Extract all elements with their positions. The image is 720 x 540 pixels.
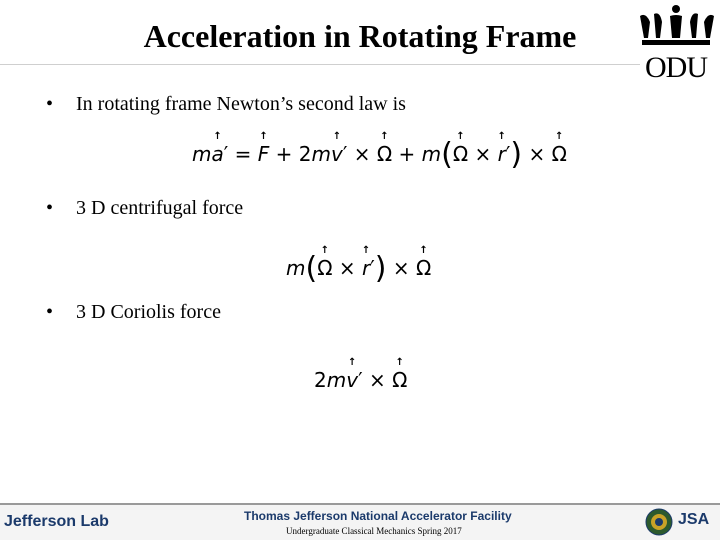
course-label: Undergraduate Classical Mechanics Spring 2017 (286, 526, 462, 536)
title-divider (0, 64, 640, 65)
equation-newton: m ↑ a′ = ↑ F + 2m ↑ v′ × ↑ Ω + m( ↑ Ω × ↑ r′) × ↑ Ω (192, 131, 567, 172)
vector-v: ↑ v (330, 131, 343, 166)
equation-centrifugal: m( ↑ Ω × ↑ r′) × ↑ Ω (286, 245, 432, 286)
vector-omega: ↑ Ω (376, 131, 393, 166)
doe-seal-icon (645, 508, 673, 536)
jefferson-lab-logo: Jefferson Lab (4, 513, 109, 530)
bullet-text: In rotating frame Newton’s second law is (76, 93, 406, 115)
odu-logo-text: ODU (645, 51, 707, 84)
slide-title: Acceleration in Rotating Frame (143, 18, 577, 54)
jsa-logo: JSA (678, 511, 710, 528)
odu-logo (636, 4, 716, 84)
crown-icon (636, 4, 716, 50)
equation-coriolis: 2m ↑ v′ × ↑ Ω (314, 357, 408, 392)
bullet-text: 3 D Coriolis force (76, 301, 221, 323)
vector-a: ↑ a (211, 131, 224, 166)
bullet-marker: • (46, 197, 54, 219)
bullet-text: 3 D centrifugal force (76, 197, 244, 219)
vector-F: ↑ F (257, 131, 270, 166)
bullet-marker: • (46, 301, 54, 323)
bullet-marker: • (46, 93, 54, 115)
footer (0, 505, 720, 540)
facility-name: Thomas Jefferson National Accelerator Facility (244, 509, 512, 523)
